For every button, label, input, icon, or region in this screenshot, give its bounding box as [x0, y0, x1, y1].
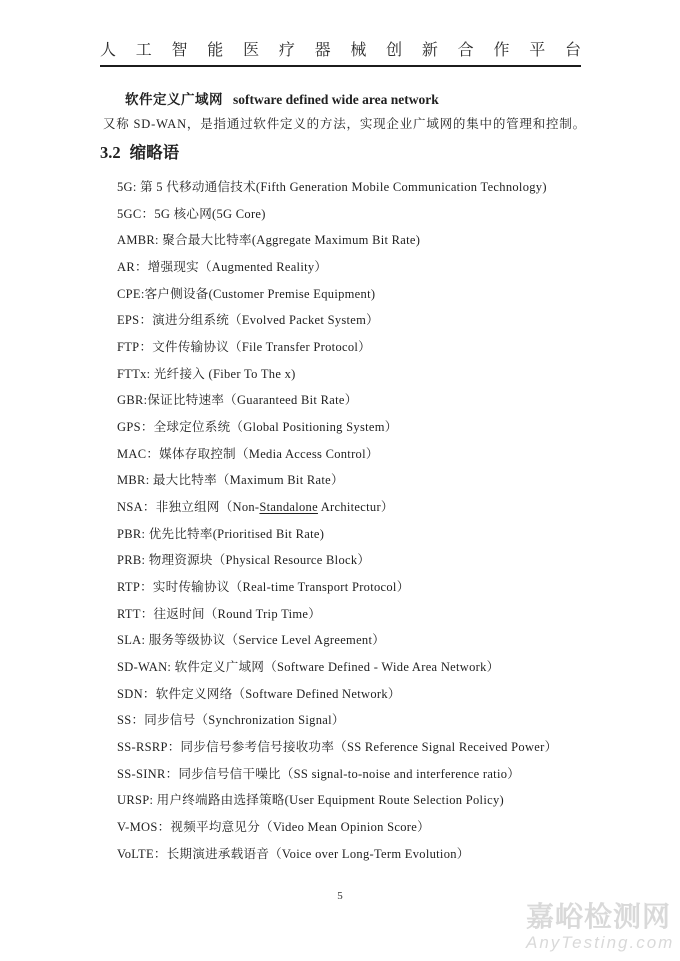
term-heading-en: software defined wide area network: [233, 92, 439, 107]
watermark-url: AnyTesting.com: [526, 933, 675, 952]
abbreviation-item: SS-SINR：同步信号信干噪比（SS signal-to-noise and interference ratio）: [117, 766, 521, 781]
abbreviation-item: MBR: 最大比特率（Maximum Bit Rate）: [117, 473, 344, 488]
abbreviation-item: AR：增强现实（Augmented Reality）: [117, 260, 328, 275]
abbreviation-list: [117, 180, 597, 873]
term-definition: 又称 SD-WAN，是指通过软件定义的方法，实现企业广域网的集中的管理和控制。: [103, 117, 586, 131]
term-heading-zh: 软件定义广域网: [125, 92, 223, 107]
abbreviation-item: MAC：媒体存取控制（Media Access Control）: [117, 446, 379, 461]
abbreviation-item: SS：同步信号（Synchronization Signal）: [117, 713, 345, 728]
abbreviation-item: SLA: 服务等级协议（Service Level Agreement）: [117, 633, 386, 648]
abbreviation-item: GPS：全球定位系统（Global Positioning System）: [117, 420, 398, 435]
abbreviation-item: PRB: 物理资源块（Physical Resource Block）: [117, 553, 371, 568]
header-divider: [100, 65, 581, 67]
header-title: 人 工 智 能 医 疗 器 械 创 新 合 作 平 台: [100, 42, 581, 59]
section-number: 3.2: [100, 143, 121, 162]
abbreviation-item: VoLTE：长期演进承载语音（Voice over Long-Term Evolution）: [117, 846, 470, 861]
page-number: 5: [337, 890, 343, 902]
abbreviation-item: FTTx: 光纤接入 (Fiber To The x): [117, 366, 296, 381]
term-heading: [125, 88, 439, 108]
page-header: [100, 42, 581, 67]
watermark: [526, 903, 674, 952]
abbreviation-item: V-MOS：视频平均意见分（Video Mean Opinion Score）: [117, 820, 430, 835]
abbreviation-item: EPS：演进分组系统（Evolved Packet System）: [117, 313, 379, 328]
section-title: 缩略语: [129, 143, 180, 162]
abbreviation-item: PBR: 优先比特率(Prioritised Bit Rate): [117, 526, 325, 541]
abbreviation-item: 5G: 第 5 代移动通信技术(Fifth Generation Mobile Communication Technology): [117, 180, 547, 194]
abbreviation-item: SS-RSRP：同步信号参考信号接收功率（SS Reference Signal Received Power）: [117, 740, 558, 755]
abbreviation-item: URSP: 用户终端路由选择策略(User Equipment Route Selection Policy): [117, 793, 504, 808]
abbreviation-item: SDN：软件定义网络（Software Defined Network）: [117, 686, 401, 701]
abbreviation-item: CPE:客户侧设备(Customer Premise Equipment): [117, 286, 376, 301]
abbreviation-item: AMBR: 聚合最大比特率(Aggregate Maximum Bit Rate): [117, 233, 421, 248]
abbreviation-item: 5GC：5G 核心网(5G Core): [117, 206, 266, 221]
abbreviation-item: RTP：实时传输协议（Real-time Transport Protocol）: [117, 580, 410, 595]
abbreviation-item: SD-WAN: 软件定义广域网（Software Defined - Wide Area Network）: [117, 660, 500, 675]
abbreviation-item: RTT：往返时间（Round Trip Time）: [117, 606, 322, 621]
watermark-name: 嘉峪检测网: [526, 901, 672, 932]
abbreviation-item: NSA：非独立组网（Non-Standalone Architectur）: [117, 500, 394, 515]
abbreviation-item: FTP：文件传输协议（File Transfer Protocol）: [117, 340, 371, 355]
abbreviation-item: GBR:保证比特速率（Guaranteed Bit Rate）: [117, 393, 358, 408]
section-heading: [100, 139, 179, 163]
